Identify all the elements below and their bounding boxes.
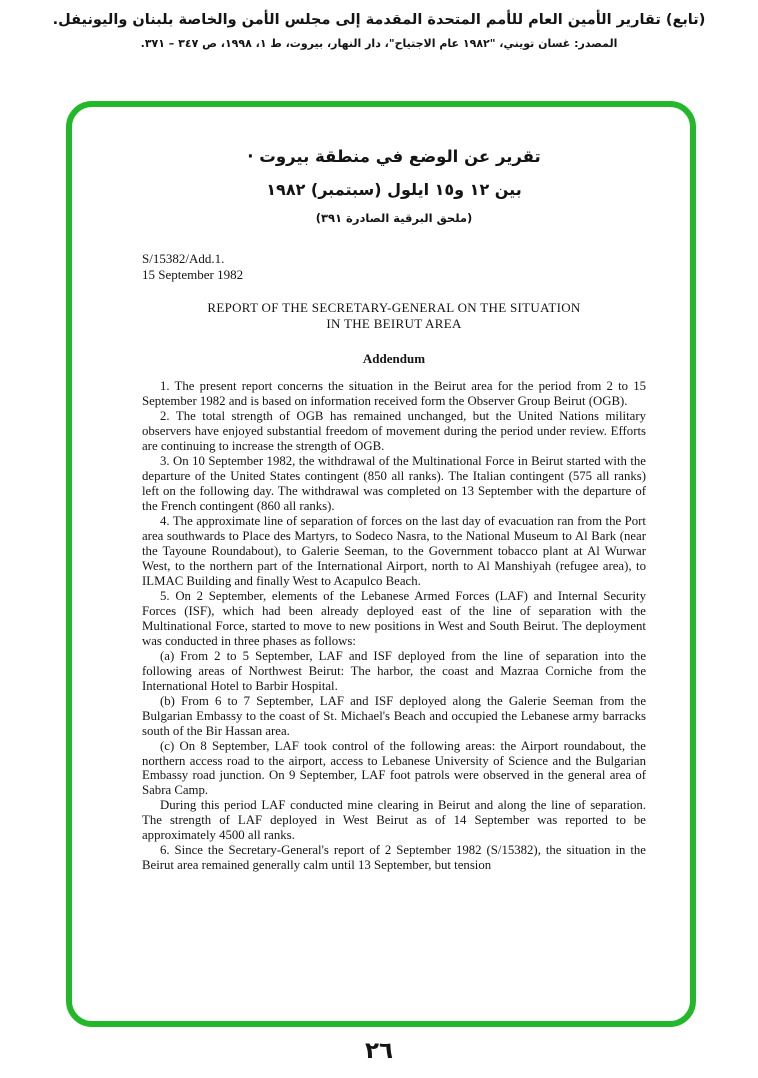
- arabic-header-source-line: المصدر: غسان تويني، "١٩٨٢ عام الاجتياح"، دار النهار، بيروت، ط ١، ١٩٩٨، ص ٣٤٧ – ٣٧١.: [140, 37, 618, 50]
- paragraph-4: 4. The approximate line of separation of forces on the last day of evacuation ran from the Port area southwards to Place des Martyrs, to Sodeco Nasra, to the National Museum to Al Bark (near the Tayoune Roundabout), to Galerie Seeman, to the Government tobacco plant at Al Wurwar West, to the northern part of the International Airport, north to Al Manshiyah (refugee area), to ILMAC Building and finally West to Acapulco Beach.: [142, 514, 646, 588]
- paragraph-5: 5. On 2 September, elements of the Lebanese Armed Forces (LAF) and Internal Security Forces (ISF), which had been already deployed east of the line of separation with the Multinational Force, started to move to new positions in West and South Beirut. The deployment was conducted in three phases as follows:: [142, 588, 646, 648]
- report-title: [142, 300, 646, 334]
- doc-number: S/15382/Add.1.: [142, 251, 225, 266]
- paragraph-3: 3. On 10 September 1982, the withdrawal of the Multinational Force in Beirut started with the departure of the United States contingent (850 all ranks). The Italian contingent (575 all ranks) left on the following day. The withdrawal was completed on 13 September with the departure of the French contingent (860 all ranks).: [142, 454, 646, 514]
- page-number: ٢٦: [364, 1038, 394, 1064]
- paragraph-2: 2. The total strength of OGB has remained unchanged, but the United Nations military observers have enjoyed substantial freedom of movement during the period under review. Efforts are continuing to increase the strength of OGB.: [142, 409, 646, 454]
- paragraph-mine-clearing: During this period LAF conducted mine clearing in Beirut and along the line of separation. The strength of LAF deployed in West Beirut as of 14 September was reported to be approximately 4500 all ranks.: [142, 798, 646, 843]
- paragraph-6: 6. Since the Secretary-General's report of 2 September 1982 (S/15382), the situation in the Beirut area remained generally calm until 13 September, but tension: [142, 843, 646, 873]
- doc-date: 15 September 1982: [142, 267, 244, 283]
- green-document-frame: [66, 101, 696, 1027]
- paragraph-1: 1. The present report concerns the situation in the Beirut area for the period from 2 to 15 September 1982 and is based on information received form the Observer Group Beirut (OGB).: [142, 379, 646, 409]
- document-identifier-block: [142, 251, 646, 284]
- paragraph-5a: (a) From 2 to 5 September, LAF and ISF deployed from the line of separation into the following areas of Northwest Beirut: The harbor, the coast and Mazraa Corniche from the International Hotel to Barbir Hospital.: [142, 648, 646, 693]
- report-body: [142, 379, 646, 873]
- arabic-header-line1: (تابع) تقارير الأمين العام للأمم المتحدة المقدمة إلى مجلس الأمن والخاصة بلبنان واليونيفل.: [52, 12, 706, 28]
- arabic-header: [0, 0, 758, 50]
- paragraph-5b: (b) From 6 to 7 September, LAF and ISF deployed along the Galerie Seeman from the Bulgarian Embassy to the coast of St. Michael's Beach and occupied the Lebanese army barracks south of the Bir Hassan area.: [142, 693, 646, 738]
- report-title-line1: REPORT OF THE SECRETARY-GENERAL ON THE SITUATION: [207, 299, 581, 315]
- arabic-document-title: [142, 147, 646, 225]
- arabic-title-line1: تقرير عن الوضع في منطقة بيروت ·: [247, 147, 541, 166]
- arabic-title-line3: (ملحق البرقية الصادرة ٣٩١): [315, 211, 473, 225]
- arabic-title-line2: بين ١٢ و١٥ ايلول (سبتمبر) ١٩٨٢: [266, 180, 522, 199]
- addendum-heading: Addendum: [362, 351, 426, 367]
- report-title-line2: IN THE BEIRUT AREA: [326, 316, 462, 332]
- document-content: [72, 107, 690, 873]
- paragraph-5c: (c) On 8 September, LAF took control of the following areas: the Airport roundabout, the northern access road to the airport, access to Lebanese University of Science and the Bulgarian Embassy road junction. On 9 September, LAF foot patrols were observed in the general area of Sabra Camp.: [142, 738, 646, 798]
